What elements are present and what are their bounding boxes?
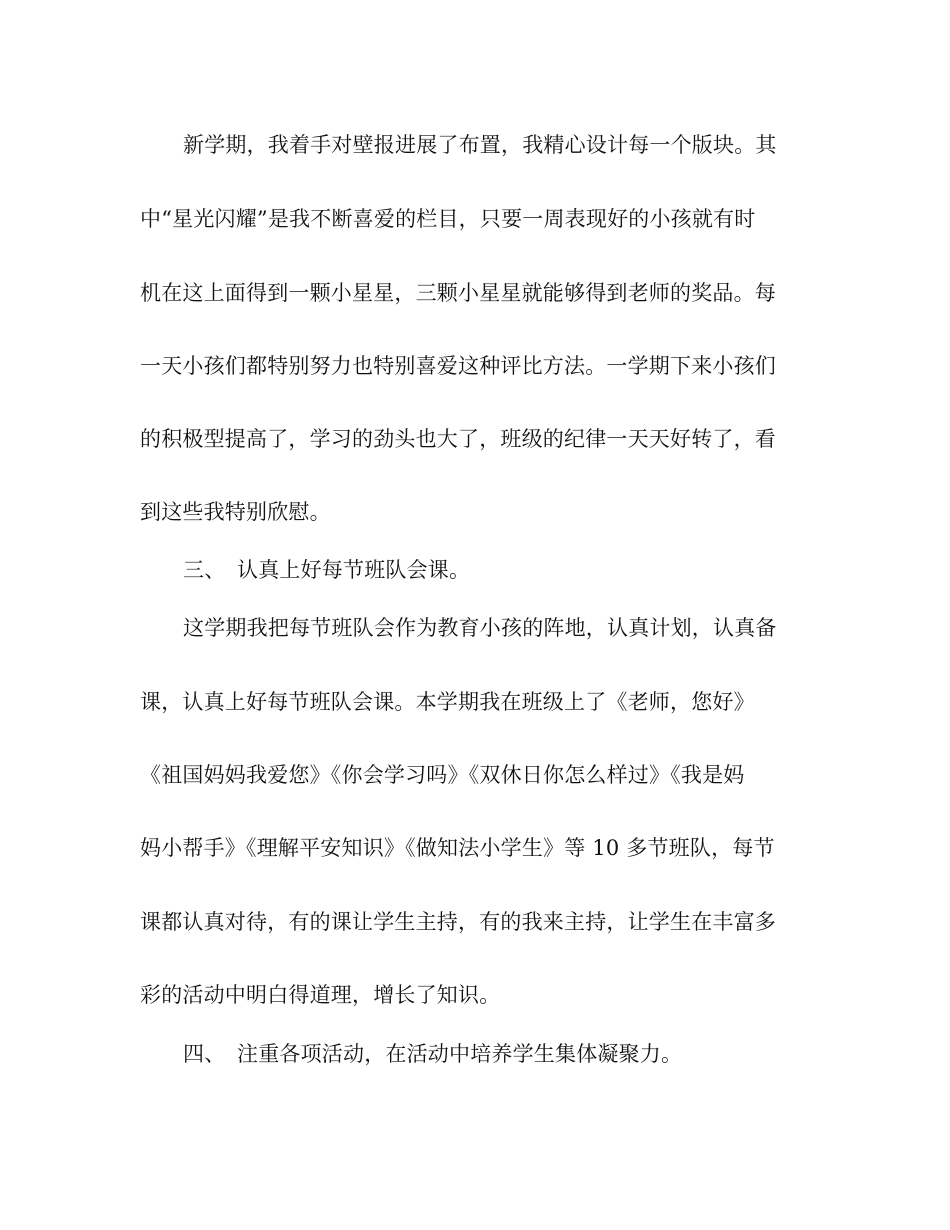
paragraph-line: 这学期我把每节班队会作为教育小孩的阵地，认真计划，认真备 bbox=[183, 616, 777, 640]
section-title: 注重各项活动，在活动中培养学生集体凝聚力。 bbox=[237, 1042, 683, 1066]
paragraph-line: 课，认真上好每节班队会课。本学期我在班级上了《老师，您好》 bbox=[140, 690, 755, 714]
section-heading-3 bbox=[183, 555, 863, 585]
paragraph-line: 的积极型提高了，学习的劲头也大了，班级的纪律一天天好转了，看 bbox=[140, 427, 776, 451]
paragraph-line: 新学期，我着手对壁报进展了布置，我精心设计每一个版块。其 bbox=[183, 133, 777, 157]
paragraph-line: 中“星光闪耀”是我不断喜爱的栏目，只要一周表现好的小孩就有时 bbox=[140, 207, 756, 231]
section-heading-4 bbox=[183, 1039, 863, 1069]
paragraph-line: 妈小帮手》《理解平安知识》《做知法小学生》等 10 多节班队，每节 bbox=[140, 836, 775, 860]
paragraph-line: 到这些我特别欣慰。 bbox=[140, 500, 331, 524]
paragraph-line: 彩的活动中明白得道理，增长了知识。 bbox=[140, 983, 501, 1007]
section-number: 四、 bbox=[183, 1042, 226, 1066]
section-title: 认真上好每节班队会课。 bbox=[237, 558, 471, 582]
section-number: 三、 bbox=[183, 558, 226, 582]
paragraph-line: 一天小孩们都特别努力也特别喜爱这种评比方法。一学期下来小孩们 bbox=[140, 354, 776, 378]
paragraph-line: 课都认真对待，有的课让学生主持，有的我来主持，让学生在丰富多 bbox=[140, 910, 776, 934]
paragraph-line: 《祖国妈妈我爱您》《你会学习吗》《双休日你怎么样过》《我是妈 bbox=[140, 763, 745, 787]
paragraph-line: 机在这上面得到一颗小星星，三颗小星星就能够得到老师的奖品。每 bbox=[140, 281, 776, 305]
